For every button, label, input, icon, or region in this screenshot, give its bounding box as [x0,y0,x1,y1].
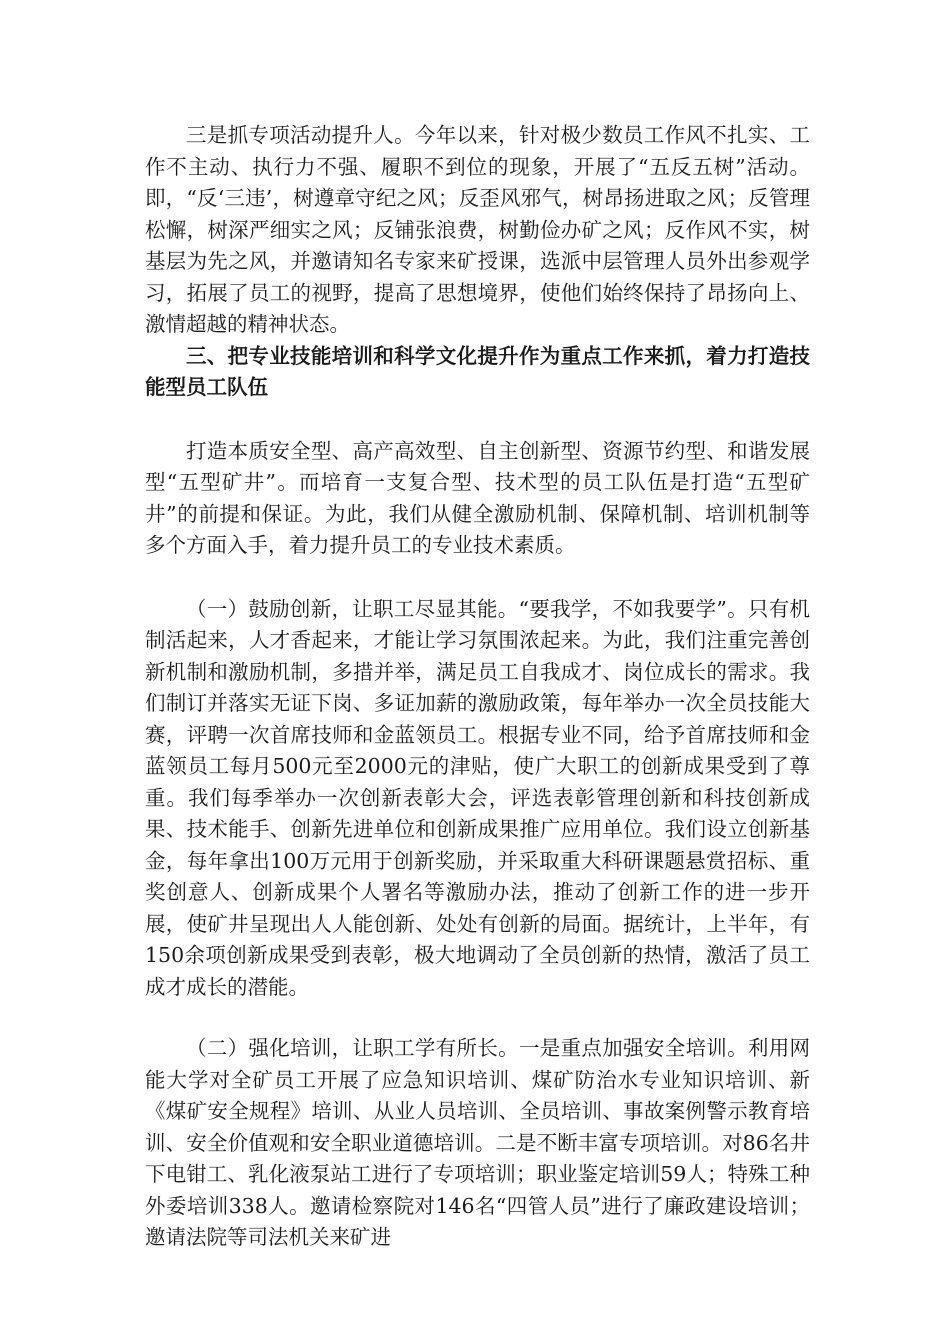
paragraph-five-type-mine: 打造本质安全型、高产高效型、自主创新型、资源节约型、和谐发展型“五型矿井”。而培育一支复合型、技术型的员工队伍是打造“五型矿井”的前提和保证。为此，我们从健全激励机制、保障机制、培训机制等多个方面入手，着力提升员工的专业技术素质。 [145,438,810,557]
paragraph-encourage-innovation: （一）鼓励创新，让职工尽显其能。“要我学，不如我要学”。只有机制活起来，人才香起来，才能让学习氛围浓起来。为此，我们注重完善创新机制和激励机制，多措并举，满足员工自我成才、岗位成长的需求。我们制订并落实无证下岗、多证加薪的激励政策，每年举办一次全员技能大赛，评聘一次首席技师和金蓝领员工。根据专业不同，给予首席技师和金蓝领员工每月500元至2000元的津贴，使广大职工的创新成果受到了尊重。我们每季举办一次创新表彰大会，评选表彰管理创新和科技创新成果、技术能手、创新先进单位和创新成果推广应用单位。我们设立创新基金，每年拿出100万元用于创新奖励，并采取重大科研课题悬赏招标、重奖创意人、创新成果个人署名等激励办法，推动了创新工作的进一步开展，使矿井呈现出人人能创新、处处有创新的局面。据统计，上半年，有150余项创新成果受到表彰，极大地调动了全员创新的热情，激活了员工成才成长的潜能。 [145,596,810,999]
document-body [145,120,810,1254]
paragraph-strengthen-training: （二）强化培训，让职工学有所长。一是重点加强安全培训。利用网能大学对全矿员工开展了应急知识培训、煤矿防治水专业知识培训、新《煤矿安全规程》培训、从业人员培训、全员培训、事故案例警示教育培训、安全价值观和安全职业道德培训。二是不断丰富专项培训。对86名井下电钳工、乳化液泵站工进行了专项培训；职业鉴定培训59人；特殊工种外委培训338人。邀请检察院对146名“四管人员”进行了廉政建设培训；邀请法院等司法机关来矿进 [145,1036,810,1249]
section-heading-three: 三、把专业技能培训和科学文化提升作为重点工作来抓，着力打造技能型员工队伍 [145,343,810,399]
paragraph-special-activities: 三是抓专项活动提升人。今年以来，针对极少数员工作风不扎实、工作不主动、执行力不强、履职不到位的现象，开展了“五反五树”活动。即，“反‘三违’，树遵章守纪之风；反歪风邪气，树昂扬进取之风；反管理松懈，树深严细实之风；反铺张浪费，树勤俭办矿之风；反作风不实，树基层为先之风，并邀请知名专家来矿授课，选派中层管理人员外出参观学习，拓展了员工的视野，提高了思想境界，使他们始终保持了昂扬向上、激情超越的精神状态。 [145,123,810,336]
